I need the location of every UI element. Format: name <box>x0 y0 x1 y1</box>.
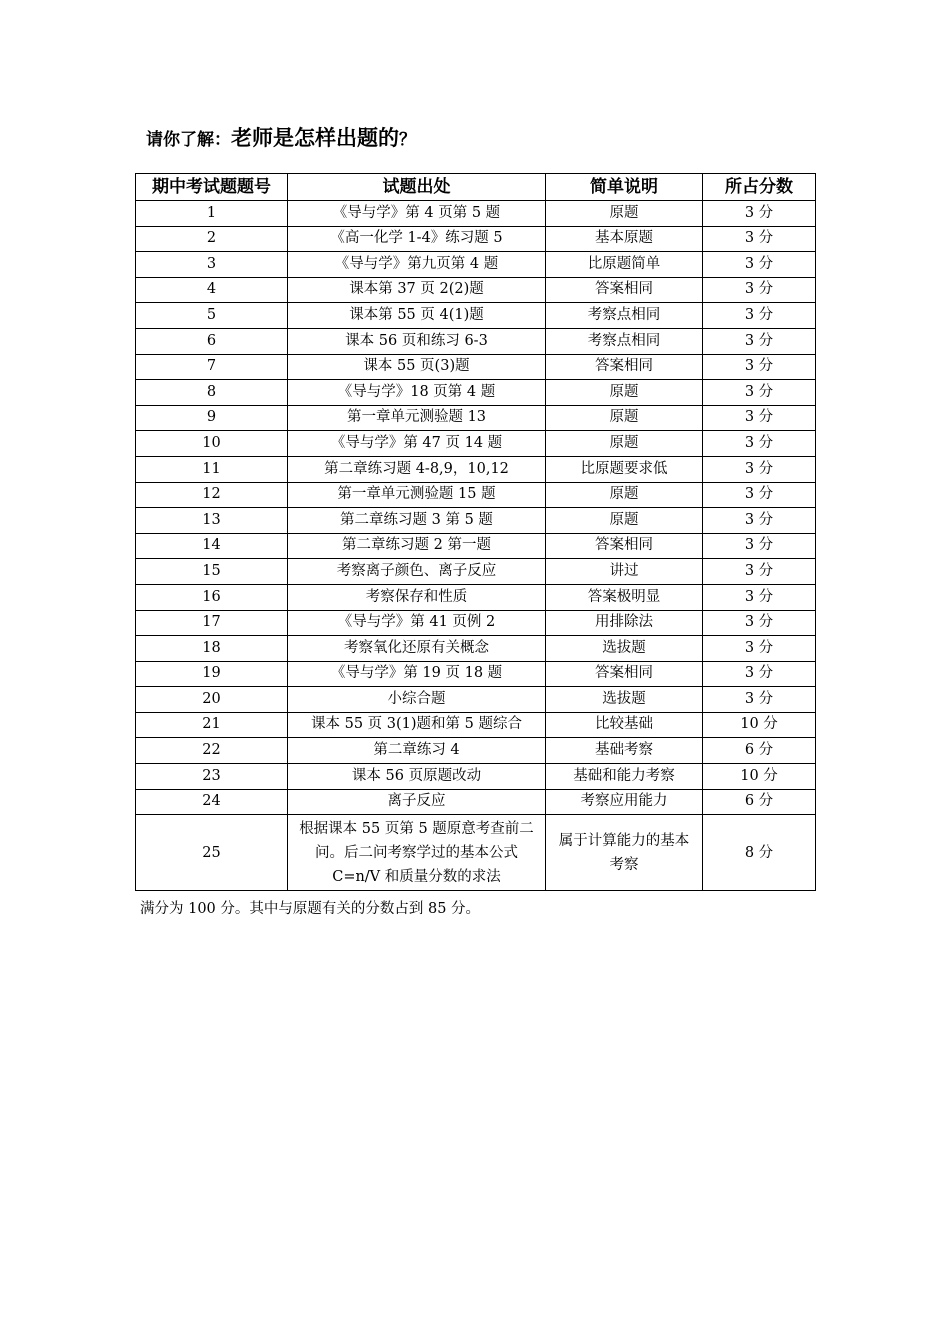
question-source-cell: 第一章单元测验题 15 题 <box>288 482 546 508</box>
question-number-cell: 13 <box>136 508 288 534</box>
heading-question-mark: ？ <box>399 130 416 150</box>
page-heading <box>146 122 416 152</box>
question-number-cell: 20 <box>136 687 288 713</box>
brief-note-cell: 答案极明显 <box>546 584 703 610</box>
score-cell: 3 分 <box>703 482 816 508</box>
question-number-cell: 16 <box>136 584 288 610</box>
question-source-cell: 第一章单元测验题 13 <box>288 405 546 431</box>
question-number-cell: 9 <box>136 405 288 431</box>
table-row <box>136 277 816 303</box>
score-cell: 3 分 <box>703 610 816 636</box>
table-row <box>136 354 816 380</box>
brief-note-cell: 用排除法 <box>546 610 703 636</box>
brief-note-cell: 原题 <box>546 482 703 508</box>
table-row <box>136 533 816 559</box>
question-number-cell: 25 <box>136 815 288 891</box>
question-number-cell: 5 <box>136 303 288 329</box>
score-cell: 3 分 <box>703 252 816 278</box>
score-cell: 3 分 <box>703 661 816 687</box>
brief-note-cell: 原题 <box>546 201 703 227</box>
question-number-cell: 14 <box>136 533 288 559</box>
table-row <box>136 764 816 790</box>
table-row <box>136 661 816 687</box>
score-cell: 3 分 <box>703 354 816 380</box>
score-cell: 6 分 <box>703 789 816 815</box>
brief-note-cell: 原题 <box>546 508 703 534</box>
brief-note-cell: 讲过 <box>546 559 703 585</box>
score-cell: 8 分 <box>703 815 816 891</box>
score-cell: 10 分 <box>703 764 816 790</box>
question-number-cell: 11 <box>136 456 288 482</box>
question-number-cell: 3 <box>136 252 288 278</box>
question-number-cell: 12 <box>136 482 288 508</box>
header-question-source: 试题出处 <box>288 174 546 201</box>
score-cell: 6 分 <box>703 738 816 764</box>
table-header-row <box>136 174 816 201</box>
score-cell: 3 分 <box>703 687 816 713</box>
score-cell: 3 分 <box>703 277 816 303</box>
brief-note-cell: 原题 <box>546 431 703 457</box>
question-number-cell: 8 <box>136 380 288 406</box>
question-number-cell: 7 <box>136 354 288 380</box>
score-cell: 3 分 <box>703 508 816 534</box>
table-row <box>136 508 816 534</box>
table-row <box>136 687 816 713</box>
question-number-cell: 10 <box>136 431 288 457</box>
header-brief-note: 简单说明 <box>546 174 703 201</box>
question-source-cell: 小综合题 <box>288 687 546 713</box>
score-cell: 3 分 <box>703 303 816 329</box>
table-row <box>136 431 816 457</box>
question-number-cell: 22 <box>136 738 288 764</box>
question-source-cell: 离子反应 <box>288 789 546 815</box>
question-source-cell: 《导与学》第 41 页例 2 <box>288 610 546 636</box>
brief-note-cell: 考察应用能力 <box>546 789 703 815</box>
score-cell: 3 分 <box>703 533 816 559</box>
brief-note-cell: 基础和能力考察 <box>546 764 703 790</box>
question-source-cell: 第二章练习 4 <box>288 738 546 764</box>
brief-note-cell: 答案相同 <box>546 354 703 380</box>
question-number-cell: 15 <box>136 559 288 585</box>
score-cell: 3 分 <box>703 559 816 585</box>
question-source-cell: 《导与学》第 47 页 14 题 <box>288 431 546 457</box>
question-source-cell: 课本 56 页原题改动 <box>288 764 546 790</box>
table-body <box>136 201 816 891</box>
question-source-cell: 根据课本 55 页第 5 题原意考查前二问。后二问考察学过的基本公式 C=n/V 和质量分数的求法 <box>288 815 546 891</box>
table-row <box>136 584 816 610</box>
score-cell: 3 分 <box>703 636 816 662</box>
question-number-cell: 6 <box>136 328 288 354</box>
question-number-cell: 21 <box>136 712 288 738</box>
question-number-cell: 23 <box>136 764 288 790</box>
table-row <box>136 252 816 278</box>
question-source-cell: 考察离子颜色、离子反应 <box>288 559 546 585</box>
table-row <box>136 380 816 406</box>
score-cell: 3 分 <box>703 405 816 431</box>
table-row <box>136 789 816 815</box>
question-source-cell: 考察氧化还原有关概念 <box>288 636 546 662</box>
table-row <box>136 456 816 482</box>
question-number-cell: 19 <box>136 661 288 687</box>
brief-note-cell: 考察点相同 <box>546 303 703 329</box>
question-source-cell: 《导与学》18 页第 4 题 <box>288 380 546 406</box>
brief-note-cell: 答案相同 <box>546 277 703 303</box>
score-cell: 3 分 <box>703 201 816 227</box>
question-number-cell: 18 <box>136 636 288 662</box>
question-source-cell: 第二章练习题 2 第一题 <box>288 533 546 559</box>
brief-note-cell: 比较基础 <box>546 712 703 738</box>
brief-note-cell: 比原题简单 <box>546 252 703 278</box>
question-source-cell: 课本 56 页和练习 6-3 <box>288 328 546 354</box>
question-source-cell: 第二章练习题 3 第 5 题 <box>288 508 546 534</box>
question-source-cell: 《高一化学 1-4》练习题 5 <box>288 226 546 252</box>
question-number-cell: 17 <box>136 610 288 636</box>
question-source-cell: 课本第 37 页 2(2)题 <box>288 277 546 303</box>
question-number-cell: 24 <box>136 789 288 815</box>
table-row <box>136 328 816 354</box>
question-number-cell: 4 <box>136 277 288 303</box>
brief-note-cell: 比原题要求低 <box>546 456 703 482</box>
brief-note-cell: 答案相同 <box>546 533 703 559</box>
score-cell: 3 分 <box>703 431 816 457</box>
score-cell: 10 分 <box>703 712 816 738</box>
brief-note-cell: 选拔题 <box>546 636 703 662</box>
question-source-cell: 课本 55 页(3)题 <box>288 354 546 380</box>
header-score: 所占分数 <box>703 174 816 201</box>
question-number-cell: 2 <box>136 226 288 252</box>
brief-note-cell: 属于计算能力的基本考察 <box>546 815 703 891</box>
question-source-cell: 第二章练习题 4-8,9，10,12 <box>288 456 546 482</box>
table-row <box>136 636 816 662</box>
brief-note-cell: 答案相同 <box>546 661 703 687</box>
question-source-cell: 课本 55 页 3(1)题和第 5 题综合 <box>288 712 546 738</box>
heading-main: 老师是怎样出题的 <box>231 126 399 150</box>
table-row <box>136 559 816 585</box>
brief-note-cell: 考察点相同 <box>546 328 703 354</box>
score-cell: 3 分 <box>703 328 816 354</box>
table-row <box>136 610 816 636</box>
table-row <box>136 201 816 227</box>
brief-note-cell: 原题 <box>546 405 703 431</box>
question-source-cell: 《导与学》第九页第 4 题 <box>288 252 546 278</box>
question-source-cell: 课本第 55 页 4(1)题 <box>288 303 546 329</box>
heading-lead: 请你了解： <box>146 130 231 150</box>
table-row <box>136 712 816 738</box>
header-question-number: 期中考试题题号 <box>136 174 288 201</box>
table-row <box>136 226 816 252</box>
question-source-cell: 《导与学》第 19 页 18 题 <box>288 661 546 687</box>
brief-note-cell: 选拔题 <box>546 687 703 713</box>
question-source-cell: 考察保存和性质 <box>288 584 546 610</box>
question-number-cell: 1 <box>136 201 288 227</box>
table-row <box>136 405 816 431</box>
table-row <box>136 482 816 508</box>
exam-source-table <box>135 173 816 891</box>
table-row <box>136 815 816 891</box>
table-row <box>136 738 816 764</box>
question-source-cell: 《导与学》第 4 页第 5 题 <box>288 201 546 227</box>
brief-note-cell: 基础考察 <box>546 738 703 764</box>
brief-note-cell: 原题 <box>546 380 703 406</box>
score-cell: 3 分 <box>703 456 816 482</box>
table-row <box>136 303 816 329</box>
score-summary-note: 满分为 100 分。其中与原题有关的分数占到 85 分。 <box>140 901 481 917</box>
brief-note-cell: 基本原题 <box>546 226 703 252</box>
score-cell: 3 分 <box>703 380 816 406</box>
score-cell: 3 分 <box>703 226 816 252</box>
score-cell: 3 分 <box>703 584 816 610</box>
